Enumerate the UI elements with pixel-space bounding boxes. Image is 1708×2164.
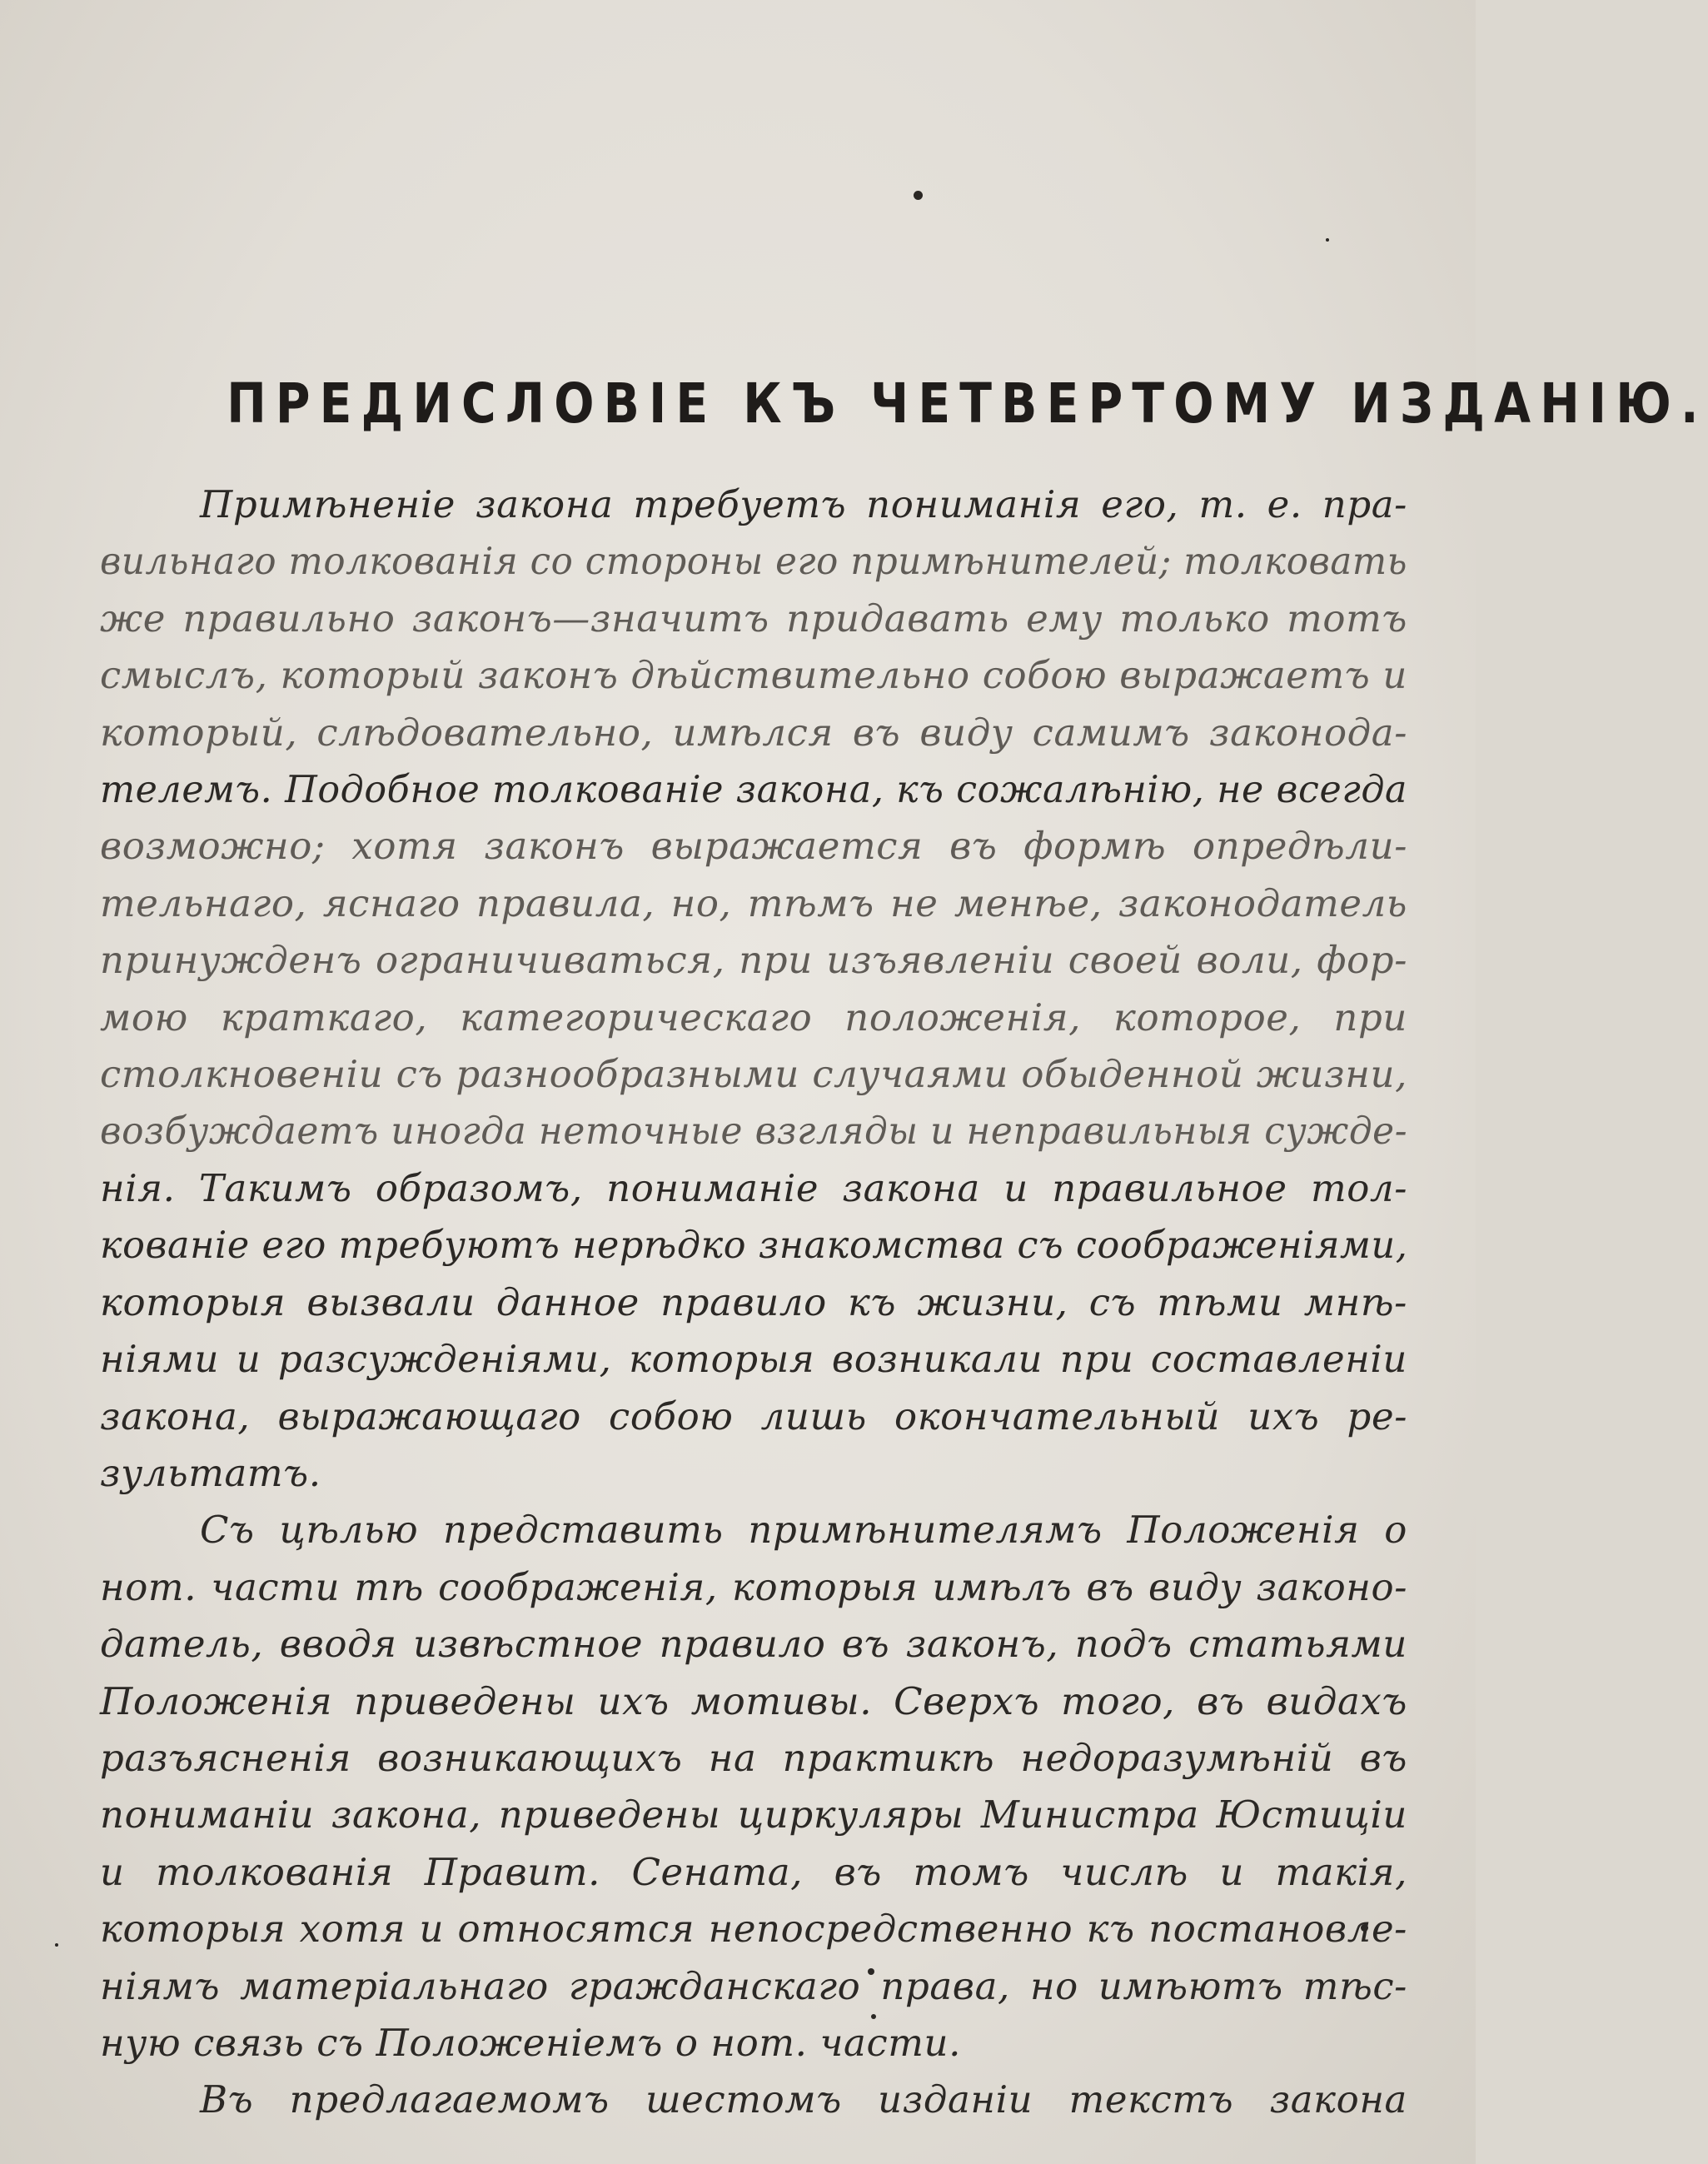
text-line: Съ цѣлью представить примѣнителямъ Положенія о	[200, 1508, 1407, 1553]
text-line: датель, вводя извѣстное правило въ законъ, подъ статьями	[100, 1622, 1407, 1667]
ink-speck	[55, 1943, 58, 1947]
text-line: который, слѣдовательно, имѣлся въ виду самимъ законода-	[100, 710, 1407, 755]
text-line: закона, выражающаго собою лишь окончательный ихъ ре-	[100, 1394, 1407, 1439]
page-title: ПРЕДИСЛОВІЕ КЪ ЧЕТВЕРТОМУ ИЗДАНІЮ.	[227, 371, 1708, 436]
text-line: возбуждаетъ иногда неточные взгляды и неправильныя сужде-	[100, 1109, 1408, 1154]
text-line: нот. части тѣ соображенія, которыя имѣлъ въ виду законо-	[100, 1564, 1407, 1609]
text-line: столкновеніи съ разнообразными случаями обыденной жизни,	[100, 1052, 1407, 1097]
ink-speck	[914, 191, 923, 200]
paragraph-1	[100, 476, 1407, 1502]
text-line: и толкованія Правит. Сената, въ томъ числѣ и такія,	[100, 1849, 1407, 1894]
text-line: зультатъ.	[100, 1450, 321, 1495]
text-line: же правильно законъ—значитъ придавать ему только тотъ	[100, 596, 1407, 641]
text-line: мою краткаго, категорическаго положенія, которое, при	[100, 995, 1407, 1040]
text-line: смыслъ, который законъ дѣйствительно собою выражаетъ и	[100, 653, 1407, 698]
text-line: ніями и разсужденіями, которыя возникали при составленіи	[100, 1337, 1407, 1382]
text-line: Положенія приведены ихъ мотивы. Сверхъ того, въ видахъ	[100, 1678, 1407, 1723]
preface-body	[100, 476, 1407, 2129]
text-line: разъясненія возникающихъ на практикѣ недоразумѣній въ	[100, 1735, 1407, 1780]
text-line: пониманіи закона, приведены циркуляры Министра Юстиціи	[100, 1793, 1407, 1837]
text-line: принужденъ ограничиваться, при изъявленіи своей воли, фор-	[100, 938, 1407, 983]
paragraph-2	[100, 1502, 1407, 2072]
text-line: которыя вызвали данное правило къ жизни, съ тѣми мнѣ-	[100, 1279, 1407, 1324]
text-line: ную связь съ Положеніемъ о нот. части.	[100, 2020, 962, 2065]
paragraph-3	[100, 2072, 1407, 2128]
text-line: которыя хотя и относятся непосредственно къ постановле-	[100, 1907, 1407, 1952]
text-line: Въ предлагаемомъ шестомъ изданіи текстъ закона	[200, 2077, 1407, 2122]
text-line: тельнаго, яснаго правила, но, тѣмъ не менѣе, законодатель	[100, 880, 1407, 925]
text-line: вильнаго толкованія со стороны его примѣнителей; толковать	[100, 539, 1408, 584]
text-line: нія. Такимъ образомъ, пониманіе закона и правильное тол-	[100, 1165, 1407, 1210]
text-line: телемъ. Подобное толкованіе закона, къ сожалѣнію, не всегда	[100, 767, 1408, 812]
ink-speck	[1326, 238, 1329, 242]
text-line: ніямъ матеріальнаго гражданскаго права, но имѣютъ тѣс-	[100, 1963, 1407, 2008]
text-line: кованіе его требуютъ нерѣдко знакомства съ соображеніями,	[100, 1223, 1408, 1268]
text-line: Примѣненіе закона требуетъ пониманія его, т. е. пра-	[200, 482, 1407, 526]
text-line: возможно; хотя законъ выражается въ формѣ опредѣли-	[100, 824, 1407, 869]
